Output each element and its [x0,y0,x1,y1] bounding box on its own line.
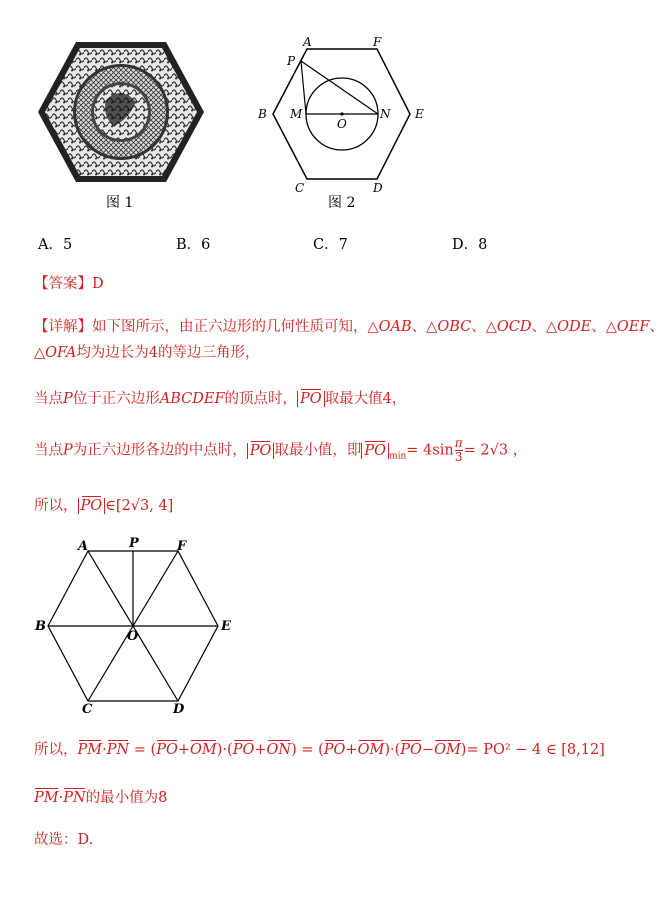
fig3-label-O: O [127,629,139,644]
line3-hex: ABCDEF [159,391,225,407]
detail-line-7: PM·PN的最小值为8 [34,790,168,806]
frac-num: π [454,436,463,450]
pi-over-3 [455,437,463,464]
vec-om: OM [357,742,385,758]
fig3-label-P: P [129,536,139,551]
vec-po: PO [80,498,103,514]
line3-a: 当点 [34,391,63,407]
vec-on: ON [266,742,292,758]
detail-line-5 [34,494,173,515]
answer-line [34,272,104,293]
line3-d: 取最大值4， [324,391,407,407]
triangle-obc: △OBC [426,319,472,335]
abs-po-2 [247,443,275,459]
figure-1-hexagon-tile [36,40,206,185]
line6-a: 所以， [34,742,78,758]
fig3-label-D: D [173,702,185,717]
detail-line-1: 【详解】如下图所示，由正六边形的几何性质可知，△OAB、△OBC、△OCD、△ODE、△OEF、 [34,319,664,335]
option-b: B．6 [176,237,211,253]
vec-po: PO [249,442,272,459]
figure-1-caption: 图 1 [106,195,134,211]
vec-pm: PM [77,742,103,758]
vec-po: PO [300,391,322,407]
figure-2-caption: 图 2 [328,195,356,211]
line4-res: = 2√3 ， [463,442,528,459]
detail-line1-text: 如下图所示，由正六边形的几何性质可知， [92,319,368,335]
line5-range: ∈[2√3, 4] [105,498,174,514]
fig2-label-C: C [295,181,305,195]
vec-pn: PN [63,790,86,806]
vec-pn: PN [106,742,130,758]
detail-line-3 [34,387,406,408]
vec-om: OM [190,742,217,758]
line5-a: 所以， [34,498,78,514]
fig2-label-O: O [337,117,347,131]
fig2-label-A: A [303,35,312,49]
figure-2-hexagon-diagram [255,35,435,195]
vec-om: OM [434,742,461,758]
fig3-label-B: B [35,619,46,634]
detail-line-6: 所以，PM·PN = (PO+OM)·(PO+ON) = (PO+OM)·(PO−OM)= PO² − 4 ∈ [8,12] [34,742,605,758]
line7-b: 的最小值为8 [85,790,168,806]
triangle-ode: △ODE [546,319,592,335]
line4-sub-min: min [389,451,407,462]
fig2-label-F: F [373,35,382,49]
fig2-label-M: M [290,107,303,121]
triangle-oab: △OAB [367,319,412,335]
fig3-label-E: E [221,619,231,634]
line3-c: 的顶点时， [224,391,298,407]
line3-b: 位于正六边形 [72,391,160,407]
line6-eq: = PO² − 4 ∈ [8,12] [466,742,605,758]
fig3-label-A: A [78,539,89,554]
fig3-label-F: F [177,539,187,554]
vec-po: PO [156,742,178,758]
detail-line-2 [34,341,260,362]
detail-line-8: 故选：D. [34,832,94,848]
answer-value: D [92,276,104,292]
vec-pm: PM [34,790,59,806]
vec-po: PO [323,742,346,758]
line4-c: 取最小值，即 [274,442,362,459]
figure-3-hexagon [30,536,245,716]
detail-tag: 【详解】 [34,319,92,335]
line4-b: 为正六边形各边的中点时， [72,442,247,459]
detail-line-4 [34,437,527,464]
line3-p: P [63,391,73,407]
line4-a: 当点 [34,442,63,459]
answer-prefix: 【答案】 [34,276,92,292]
abs-po-1 [297,391,325,407]
option-d: D．8 [452,237,488,253]
abs-po-3 [361,443,389,459]
fig2-label-N: N [380,107,391,121]
triangle-ocd: △OCD [485,319,532,335]
fig2-label-P: P [287,54,296,68]
triangle-ofa: △OFA [34,345,77,361]
vec-po: PO [364,442,387,459]
fig3-label-C: C [82,702,93,717]
fig2-label-B: B [258,107,267,121]
option-a: A．5 [38,237,73,253]
detail-line2-text: 均为边长为4的等边三角形， [76,345,260,361]
fig2-label-D: D [373,181,383,195]
line4-p: P [63,442,73,459]
option-c: C．7 [313,237,348,253]
vec-po: PO [400,742,422,758]
line4-eq: = 4sin [406,442,454,459]
fig2-label-E: E [415,107,424,121]
frac-den: 3 [454,450,463,465]
triangle-oef: △OEF [605,319,650,335]
vec-po: PO [232,742,255,758]
abs-po-4 [78,498,106,514]
